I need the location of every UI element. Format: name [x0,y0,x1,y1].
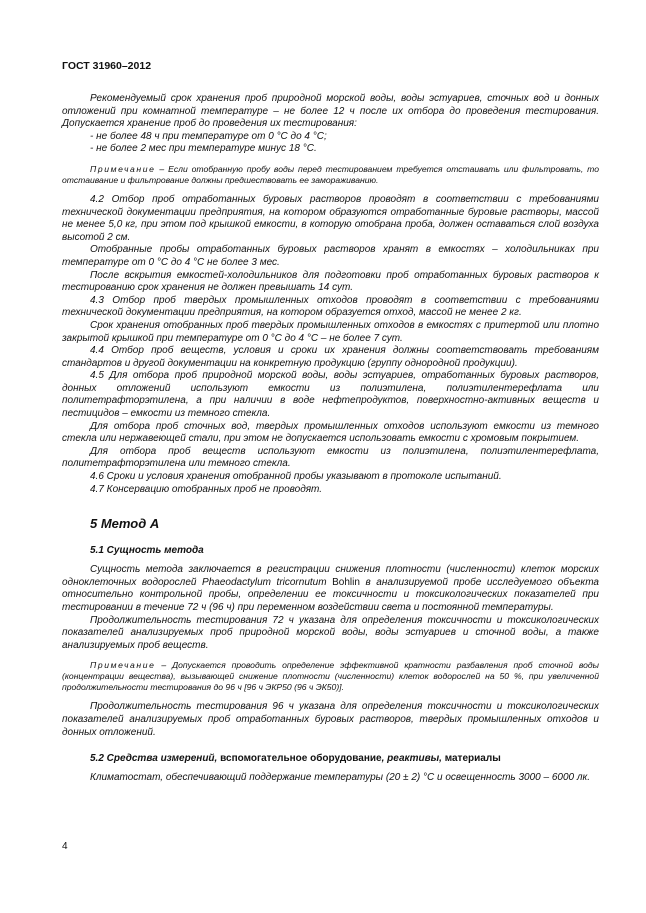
paragraph-72h: Продолжительность тестирования 72 ч указана для определения токсичности и токсикологических показателей анализируемых проб природной морской воды, воды эстуариев и сточной воды, а также анализируемых проб веществ. [62,614,599,651]
h52-part-d: материалы [444,753,501,765]
page-number: 4 [62,841,68,852]
list-item-48h: - не более 48 ч при температуре от 0 °С до 4 °С; [90,130,327,142]
h52-part-b: вспомогательное оборудование [220,753,382,765]
note-label: Примечание [90,163,156,174]
note-text: – Допускается проводить определение эффективной кратности разбавления проб сточной воды (концентрации вещества), вызывающей снижение плотности (численности) клеток водорослей на 50 %, при увеличенной продолжительности тестирования до 96 ч [96 ч ЭКР50 (96 ч ЭК50)]. [62,660,599,693]
section-5-1-heading: 5.1 Сущность метода [90,545,204,557]
paragraph-drilling-storage: Отобранные пробы отработанных буровых растворов хранят в емкостях – холодильниках при температуре от 0 °С до 4 °С не более 3 мес. [62,244,599,268]
note-dilution [62,660,599,693]
paragraph-96h: Продолжительность тестирования 96 ч указана для определения токсичности и токсикологических показателей анализируемых проб отработанных буровых растворов, твердых промышленных отходов и донных отложений. [62,701,599,738]
paragraph-method-essence [62,564,599,614]
paragraph-4-5: 4.5 Для отбора проб природной морской воды, воды эстуариев, отработанных буровых растворов, донных отложений используют емкости из полиэтилена, полиэтилентерефлата или политетрафторэтилена, а при наличии в воде нефтепродуктов, поверхностно-активных веществ и пестицидов – емкости из темного стекла. [62,370,599,420]
paragraph-4-2: 4.2 Отбор проб отработанных буровых растворов проводят в соответствии с требованиями технической документации предприятия, на котором образуются отработанные буровые растворы, массой не менее 5,0 кг, при этом под крышкой емкости, в которую отобрана проба, должен оставаться слой воздуха высотой 2 см. [62,193,599,243]
paragraph-4-6: 4.6 Сроки и условия хранения отобранной пробы указывают в протоколе испытаний. [90,471,502,483]
note-text: – Если отобранную пробу воды перед тестированием требуется отстаивать или фильтровать, то отстаивание и фильтрование должны предшествовать ее замораживанию. [62,163,599,185]
h52-part-c: , реактивы, [381,753,445,765]
note-filtering [62,164,599,186]
section-5-heading: 5 Метод А [90,516,160,532]
species-author: Bohlin [326,576,360,588]
paragraph-sewage-containers: Для отбора проб сточных вод, твердых промышленных отходов используют емкости из темного стекла или нержавеющей стали, при этом не допускается использовать емкости с хромовым покрытием. [62,420,599,445]
paragraph-solid-waste-storage: Срок хранения отобранных проб твердых промышленных отходов в емкостях с притертой или плотно закрытой крышкой при температуре от 0 °С до 4 °С – не более 7 сут. [62,319,599,344]
paragraph-climatostat: Климатостат, обеспечивающий поддержание температуры (20 ± 2) °С и освещенность 3000 – 6000 лк. [90,772,590,784]
paragraph-4-4: 4.4 Отбор проб веществ, условия и сроки их хранения должны соответствовать требованиям стандартов и другой документации на конкретную продукцию (группу однородной продукции). [62,345,599,369]
standard-header: ГОСТ 31960–2012 [62,60,152,72]
essence-text-a: Сущность метода заключается в регистрации снижения плотности (численности) клеток морских одноклеточных водорослей [62,564,599,588]
h52-part-a: 5.2 Средства измерений, [90,753,221,765]
paragraph-4-3: 4.3 Отбор проб твердых промышленных отходов проводят в соответствии с требованиями технической документации предприятия, на котором образуется отход, массой не менее 2 кг. [62,294,599,319]
paragraph-storage-terms: Рекомендуемый срок хранения проб природной морской воды, воды эстуариев, сточных вод и донных отложений при комнатной температуре – не более 12 ч после их отбора до проведения тестирования. Допускается хранение проб до проведения их тестирования: [62,93,599,130]
list-item-2months: - не более 2 мес при температуре минус 18 °С. [90,143,317,155]
essence-text-b: в анализируемой пробе исследуемого объекта относительно контрольной пробы, определении ее токсичности и токсикологических показателей при тестировании в течение 72 ч (96 ч) при переменном воздействии света и постоянной температуры. [62,576,599,613]
paragraph-after-opening: После вскрытия емкостей-холодильников для подготовки проб отработанных буровых растворов к тестированию срок хранения не должен превышать 14 сут. [62,269,599,294]
section-5-2-heading [90,753,599,764]
species-name: Phaeodactylum tricornutum [202,576,327,588]
paragraph-4-7: 4.7 Консервацию отобранных проб не проводят. [90,483,323,495]
note-label: Примечание [90,660,156,671]
page-body [62,93,599,785]
paragraph-substance-containers: Для отбора проб веществ используют емкости из полиэтилена, полиэтилентерефлата, политетрафторэтилена или темного стекла. [62,445,599,470]
